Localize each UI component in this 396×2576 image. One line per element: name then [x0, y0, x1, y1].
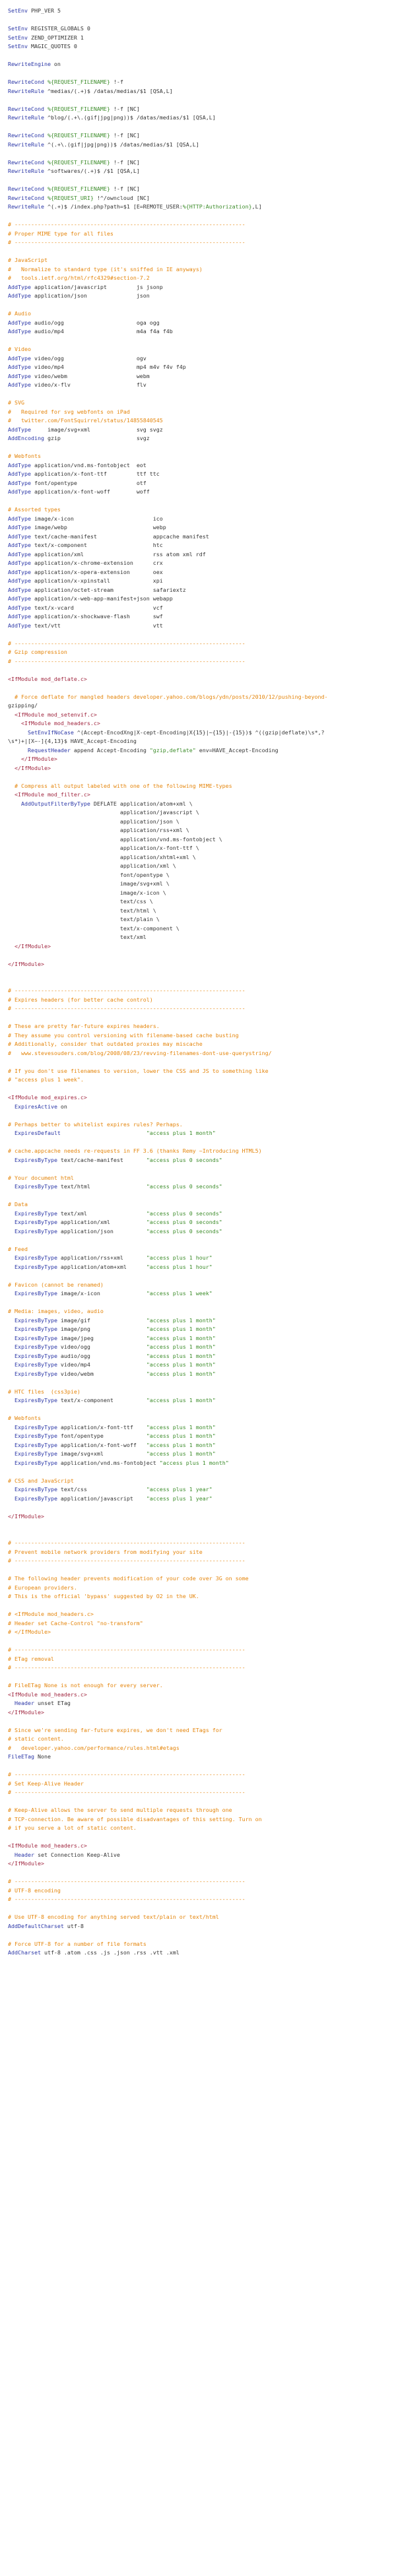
- code-line: text/x-component \: [8, 924, 180, 932]
- code-line: RewriteRule ^softwares/(.+)$ /$1 [QSA,L]: [8, 168, 140, 174]
- code-line: # Feed: [8, 1245, 28, 1252]
- code-line: # ----------------------------------------------------------------------: [8, 1646, 246, 1653]
- code-line: RewriteCond %{REQUEST_FILENAME} !-f [NC]: [8, 105, 140, 112]
- code-line: application/json \: [8, 818, 180, 825]
- code-line: [8, 123, 396, 132]
- code-line: AddType application/x-xpinstall xpi: [8, 577, 163, 584]
- code-line: # Required for svg webfonts on iPad: [8, 408, 130, 415]
- code-line: </IfModule>: [8, 1708, 44, 1716]
- code-line: [8, 1405, 396, 1415]
- code-line: # ----------------------------------------------------------------------: [8, 1539, 246, 1546]
- code-line: gzipping/: [8, 702, 38, 709]
- code-line: # Header set Cache-Control "no-transform": [8, 1619, 143, 1626]
- code-line: [8, 666, 396, 675]
- code-line: # Force deflate for mangled headers developer.yahoo.com/blogs/ydn/posts/2010/12/pushing-beyond-: [8, 693, 328, 700]
- code-line: AddType image/svg+xml svg svgz: [8, 426, 163, 433]
- code-line: SetEnv ZEND_OPTIMIZER 1: [8, 34, 84, 41]
- code-line: ExpiresByType application/json "access plus 0 seconds": [15, 1227, 222, 1235]
- code-line: \s*)+|[X~-]{4,13}$ HAVE_Accept-Encoding: [8, 738, 137, 744]
- code-line: ExpiresByType application/xml "access plus 0 seconds": [15, 1219, 222, 1225]
- code-line: AddType image/webp webp: [8, 524, 166, 531]
- code-line: # Assorted types: [8, 506, 61, 513]
- code-line: # developer.yahoo.com/performance/rules.html#etags: [8, 1744, 180, 1751]
- code-line: ExpiresActive on: [15, 1103, 67, 1110]
- code-line: [8, 969, 396, 978]
- code-line: # "access plus 1 week".: [8, 1076, 84, 1083]
- code-line: AddType video/mp4 mp4 m4v f4v f4p: [8, 364, 186, 370]
- code-line: # Webfonts: [8, 453, 41, 459]
- code-line: ExpiresByType audio/ogg "access plus 1 month": [15, 1352, 216, 1359]
- code-line: text/xml: [8, 934, 147, 940]
- code-line: # Since we're sending far-future expires, we don't need ETags for: [8, 1726, 222, 1733]
- code-line: # Force UTF-8 for a number of file formats: [8, 1940, 147, 1947]
- code-line: [8, 1833, 396, 1842]
- code-line: RewriteCond %{REQUEST_URI} !^/owncloud [NC]: [8, 194, 150, 201]
- code-line: [8, 1236, 396, 1245]
- code-line: ExpiresByType image/jpeg "access plus 1 month": [15, 1334, 216, 1341]
- code-line: [8, 1299, 396, 1308]
- code-line: # Webfonts: [8, 1415, 41, 1421]
- code-line: [8, 16, 396, 25]
- code-line: # Normalize to standard type (it's sniffed in IE anyways): [8, 265, 203, 273]
- code-line: AddType audio/ogg oga ogg: [8, 319, 160, 326]
- code-line: # ----------------------------------------------------------------------: [8, 1896, 246, 1902]
- code-line: <IfModule mod_expires.c>: [8, 1094, 87, 1101]
- code-line: <IfModule mod_filter.c>: [8, 791, 90, 798]
- code-line: ExpiresByType video/ogg "access plus 1 month": [15, 1343, 216, 1350]
- code-line: # These are pretty far-future expires headers.: [8, 1023, 160, 1029]
- code-line: [8, 149, 396, 158]
- code-line: [8, 1904, 396, 1914]
- code-line: RewriteCond %{REQUEST_FILENAME} !-f [NC]: [8, 185, 140, 192]
- code-line: [8, 1521, 396, 1530]
- code-line: # ----------------------------------------------------------------------: [8, 1789, 246, 1795]
- code-line: ExpiresByType text/xml "access plus 0 seconds": [15, 1209, 222, 1217]
- code-line: # </IfModule>: [8, 1628, 51, 1635]
- code-line: [8, 390, 396, 399]
- code-line: [8, 1014, 396, 1023]
- code-line: # ----------------------------------------------------------------------: [8, 1005, 246, 1012]
- code-line: ExpiresByType video/mp4 "access plus 1 month": [15, 1361, 216, 1368]
- code-line: SetEnv PHP_VER 5: [8, 7, 61, 14]
- code-line: ExpiresByType text/html "access plus 0 seconds": [15, 1183, 222, 1190]
- code-line: SetEnv REGISTER_GLOBALS 0: [8, 25, 90, 32]
- code-line: [8, 337, 396, 346]
- code-line: text/html \: [8, 907, 156, 914]
- code-line: # Prevent mobile network providers from modifying your site: [8, 1548, 203, 1555]
- code-line: ExpiresByType text/cache-manifest "access plus 0 seconds": [15, 1156, 222, 1163]
- code-line: <IfModule mod_deflate.c>: [8, 675, 87, 682]
- code-line: # static content.: [8, 1735, 64, 1742]
- code-line: [8, 1762, 396, 1771]
- code-line: text/css \: [8, 898, 153, 905]
- code-line: # Media: images, video, audio: [8, 1308, 104, 1314]
- code-line: ExpiresByType application/rss+xml "access plus 1 hour": [15, 1254, 213, 1261]
- code-line: [8, 1869, 396, 1878]
- code-line: [8, 1637, 396, 1646]
- code-line: RewriteCond %{REQUEST_FILENAME} !-f [NC]: [8, 158, 140, 166]
- code-line: ExpiresDefault "access plus 1 month": [15, 1130, 216, 1136]
- code-line: ExpiresByType text/css "access plus 1 year": [15, 1486, 213, 1493]
- code-line: </IfModule>: [8, 756, 57, 762]
- code-line: # ----------------------------------------------------------------------: [8, 1878, 246, 1884]
- code-line: [8, 51, 396, 61]
- code-line: [8, 247, 396, 257]
- code-line: # ETag removal: [8, 1655, 54, 1662]
- code-line: ExpiresByType application/x-font-ttf "access plus 1 month": [15, 1423, 216, 1431]
- code-line: ExpiresByType image/gif "access plus 1 month": [15, 1316, 216, 1324]
- code-line: # If you don't use filenames to version, lower the CSS and JS to something like: [8, 1067, 269, 1074]
- code-line: [8, 1530, 396, 1539]
- code-line: [8, 1272, 396, 1281]
- code-line: AddType application/x-font-ttf ttf ttc: [8, 470, 160, 477]
- code-line: AddType application/x-chrome-extension crx: [8, 560, 163, 566]
- code-line: [8, 1601, 396, 1611]
- code-line: [8, 630, 396, 639]
- code-line: AddType application/x-web-app-manifest+json webapp: [8, 595, 173, 602]
- code-line: AddType application/x-shockwave-flash swf: [8, 613, 163, 620]
- code-line: [8, 443, 396, 453]
- code-line: [8, 1467, 396, 1477]
- code-line: AddType application/json json: [8, 292, 150, 299]
- code-line: ExpiresByType image/png "access plus 1 month": [15, 1326, 216, 1332]
- code-line: [8, 1058, 396, 1067]
- code-line: AddType application/vnd.ms-fontobject eot: [8, 461, 147, 468]
- code-line: # Data: [8, 1201, 28, 1208]
- code-line: [8, 497, 396, 506]
- code-line: RewriteRule ^blog/(.+\.(gif|jpg|png))$ /datas/medias/$1 [QSA,L]: [8, 114, 216, 121]
- code-line: ExpiresByType application/x-font-woff "access plus 1 month": [15, 1441, 216, 1448]
- code-line: application/vnd.ms-fontobject \: [8, 835, 222, 843]
- code-line: # UTF-8 encoding: [8, 1886, 61, 1894]
- code-line: application/rss+xml \: [8, 827, 189, 833]
- code-line: [8, 1566, 396, 1575]
- code-line: # The following header prevents modification of your code over 3G on some: [8, 1575, 249, 1582]
- code-line: AddDefaultCharset utf-8: [8, 1922, 84, 1929]
- code-line: [8, 212, 396, 221]
- code-line: AddType application/x-opera-extension oex: [8, 568, 163, 575]
- code-line: # ----------------------------------------------------------------------: [8, 1771, 246, 1778]
- code-line: RequestHeader append Accept-Encoding "gzip,deflate" env=HAVE_Accept-Encoding: [27, 746, 279, 754]
- code-line: # www.stevesouders.com/blog/2008/08/23/revving-filenames-dont-use-querystring/: [8, 1049, 272, 1056]
- code-line: [8, 1085, 396, 1094]
- code-line: RewriteCond %{REQUEST_FILENAME} !-f: [8, 79, 123, 85]
- code-line: </IfModule>: [8, 764, 51, 771]
- code-line: SetEnvIfNoCase ^(Accept-EncodXng|X-cept-Encoding|X{15}|~{15}|-{15})$ ^((gzip|deflate)\s*,?: [27, 728, 325, 736]
- code-line: AddEncoding gzip svgz: [8, 435, 150, 441]
- code-line: # Use UTF-8 encoding for anything served text/plain or text/html: [8, 1914, 219, 1920]
- code-line: AddType text/x-vcard vcf: [8, 604, 163, 611]
- code-line: # CSS and JavaScript: [8, 1477, 74, 1484]
- code-line: # This is the official 'bypass' suggested by O2 in the UK.: [8, 1593, 199, 1599]
- code-line: Header unset ETag: [15, 1700, 71, 1706]
- code-line: AddCharset utf-8 .atom .css .js .json .rss .vtt .xml: [8, 1949, 180, 1956]
- code-line: # Keep-Alive allows the server to send multiple requests through one: [8, 1807, 232, 1813]
- code-line: [8, 684, 396, 693]
- code-line: ExpiresByType application/atom+xml "access plus 1 hour": [15, 1263, 213, 1270]
- code-line: [8, 978, 396, 987]
- code-line: AddType application/javascript js jsonp: [8, 283, 163, 290]
- code-line: [8, 69, 396, 79]
- code-line: # Perhaps better to whitelist expires rules? Perhaps.: [8, 1120, 183, 1128]
- code-line: [8, 301, 396, 310]
- code-line: [8, 1378, 396, 1388]
- code-line: SetEnv MAGIC_QUOTES 0: [8, 43, 77, 49]
- code-line: # SVG: [8, 399, 24, 406]
- code-line: # Gzip compression: [8, 649, 67, 655]
- code-line: [8, 1717, 396, 1726]
- code-line: # cache.appcache needs re-requests in FF 3.6 (thanks Remy ~Introducing HTML5): [8, 1147, 262, 1154]
- code-line: <IfModule mod_headers.c>: [8, 1690, 87, 1698]
- code-line: ExpiresByType text/x-component "access plus 1 month": [15, 1397, 216, 1403]
- code-line: AddType application/xml rss atom xml rdf: [8, 550, 206, 558]
- code-line: # Favicon (cannot be renamed): [8, 1281, 104, 1288]
- code-line: # ----------------------------------------------------------------------: [8, 639, 246, 647]
- code-line: AddType text/vtt vtt: [8, 622, 163, 629]
- code-line: [8, 176, 396, 185]
- code-line: <IfModule mod_headers.c>: [8, 1842, 87, 1849]
- code-line: application/javascript \: [8, 809, 199, 816]
- code-line: # Set Keep-Alive Header: [8, 1780, 84, 1787]
- code-line: AddType video/ogg ogv: [8, 354, 147, 362]
- code-line: # Video: [8, 346, 31, 352]
- code-line: # Compress all output labeled with one of the following MIME-types: [8, 782, 232, 789]
- code-line: AddType text/x-component htc: [8, 542, 163, 548]
- code-line: # Audio: [8, 310, 31, 317]
- code-line: AddType audio/mp4 m4a f4a f4b: [8, 328, 173, 335]
- code-line: # Proper MIME type for all files: [8, 230, 114, 237]
- code-line: image/svg+xml \: [8, 880, 170, 887]
- code-line: # if you serve a lot of static content.: [8, 1824, 137, 1831]
- code-line: </IfModule>: [8, 1860, 44, 1867]
- code-line: RewriteRule ^(.+)$ /index.php?path=$1 [E=REMOTE_USER:%{HTTP:Authorization},L]: [8, 203, 262, 210]
- code-line: [8, 1138, 396, 1147]
- code-line: # ----------------------------------------------------------------------: [8, 221, 246, 228]
- code-line: # JavaScript: [8, 257, 48, 263]
- code-line: AddType image/x-icon ico: [8, 515, 163, 522]
- code-line: ExpiresByType application/javascript "access plus 1 year": [15, 1495, 213, 1502]
- code-line: [8, 951, 396, 960]
- code-line: ExpiresByType font/opentype "access plus 1 month": [15, 1433, 216, 1439]
- code-line: text/plain \: [8, 916, 160, 922]
- code-line: [8, 96, 396, 105]
- code-line: </IfModule>: [8, 1512, 44, 1520]
- code-line: # tools.ietf.org/html/rfc4329#section-7.2: [8, 274, 150, 281]
- code-line: RewriteEngine on: [8, 61, 61, 67]
- code-line: ExpiresByType video/webm "access plus 1 month": [15, 1370, 216, 1377]
- code-line: application/xml \: [8, 862, 176, 869]
- code-line: # HTC files (css3pie): [8, 1388, 81, 1395]
- code-line: [8, 1503, 396, 1512]
- code-line: FileETag None: [8, 1753, 51, 1760]
- code-line: # ----------------------------------------------------------------------: [8, 1557, 246, 1564]
- code-line: ExpiresByType application/vnd.ms-fontobject "access plus 1 month": [15, 1459, 229, 1466]
- code-line: AddType font/opentype otf: [8, 479, 147, 486]
- code-line: # <IfModule mod_headers.c>: [8, 1611, 94, 1617]
- code-line: # Your document html: [8, 1174, 74, 1181]
- code-line: # FileETag None is not enough for every server.: [8, 1682, 163, 1689]
- code-line: ExpiresByType image/x-icon "access plus 1 week": [15, 1290, 213, 1297]
- code-line: <IfModule mod_setenvif.c>: [8, 711, 97, 718]
- code-line: <IfModule mod_headers.c>: [8, 720, 100, 726]
- code-line: [8, 1111, 396, 1120]
- code-line: # TCP-connection. Be aware of possible disadvantages of this setting. Turn on: [8, 1815, 262, 1822]
- code-line: [8, 1931, 396, 1940]
- code-line: AddOutputFilterByType DEFLATE application/atom+xml \: [20, 800, 193, 807]
- code-line: # twitter.com/FontSquirrel/status/14855840545: [8, 417, 163, 424]
- code-line: font/opentype \: [8, 871, 170, 878]
- code-line: # ----------------------------------------------------------------------: [8, 1664, 246, 1671]
- code-line: AddType application/octet-stream safariextz: [8, 586, 186, 593]
- code-line: [8, 1797, 396, 1807]
- code-line: application/xhtml+xml \: [8, 853, 196, 860]
- code-line: RewriteRule ^(.+\.(gif|jpg|png))$ /datas/medias/$1 [QSA,L]: [8, 141, 199, 148]
- code-line: # European providers.: [8, 1584, 77, 1591]
- code-line: RewriteRule ^medias/(.+)$ /datas/medias/$1 [QSA,L]: [8, 87, 173, 94]
- code-line: # ----------------------------------------------------------------------: [8, 239, 246, 245]
- code-line: Header set Connection Keep-Alive: [15, 1851, 120, 1858]
- code-line: application/x-font-ttf \: [8, 845, 199, 851]
- code-line: image/x-icon \: [8, 889, 166, 896]
- code-line: </IfModule>: [8, 942, 51, 950]
- code-line: [8, 1673, 396, 1682]
- code-line: RewriteCond %{REQUEST_FILENAME} !-f [NC]: [8, 132, 140, 139]
- code-line: AddType application/x-font-woff woff: [8, 488, 150, 495]
- code-line: # ----------------------------------------------------------------------: [8, 657, 246, 664]
- code-line: # They assume you control versioning with filename-based cache busting: [8, 1031, 239, 1039]
- code-line: # ----------------------------------------------------------------------: [8, 987, 246, 994]
- code-line: AddType video/x-flv flv: [8, 381, 147, 388]
- code-line: </IfModule>: [8, 960, 44, 967]
- code-line: ExpiresByType image/svg+xml "access plus 1 month": [15, 1450, 216, 1457]
- code-line: AddType text/cache-manifest appcache manifest: [8, 532, 209, 540]
- code-line: [8, 1192, 396, 1201]
- code-line: AddType video/webm webm: [8, 372, 150, 379]
- code-line: # Expires headers (for better cache control): [8, 996, 153, 1003]
- code-line: [8, 1165, 396, 1174]
- code-line: # Additionally, consider that outdated proxies may miscache: [8, 1041, 203, 1047]
- code-line: [8, 773, 396, 782]
